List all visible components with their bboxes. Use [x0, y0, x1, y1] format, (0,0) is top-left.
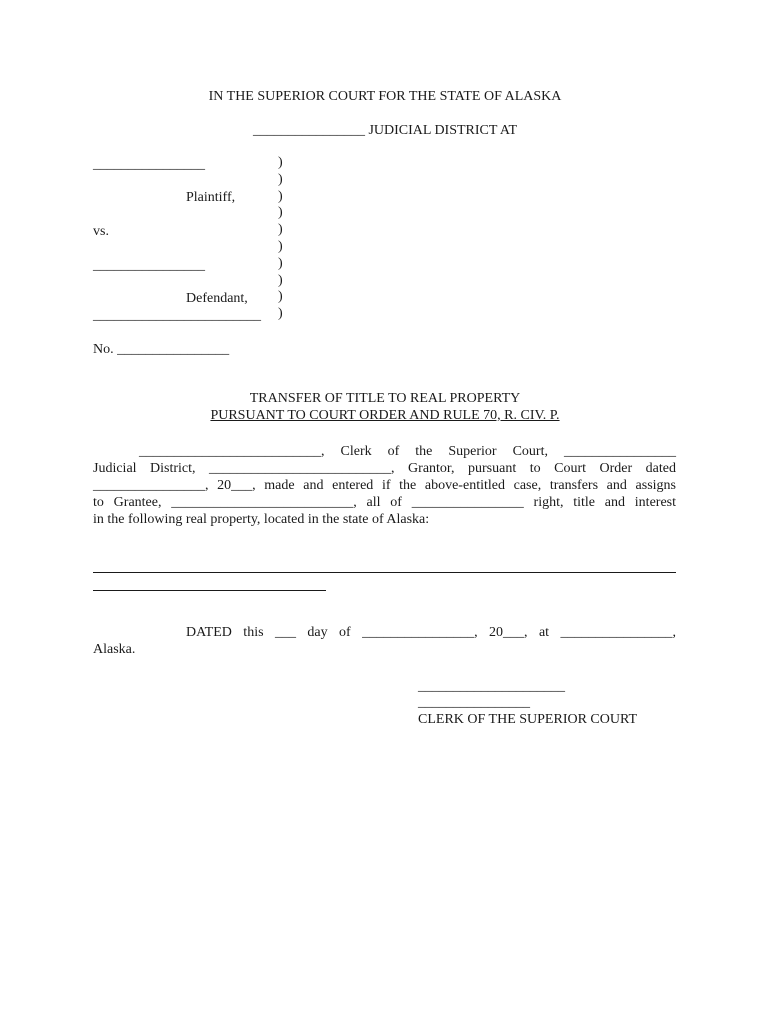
body-line-2: Judicial District, __________________________, Grantor, pursuant to Court Order dated: [93, 461, 676, 476]
court-heading: IN THE SUPERIOR COURT FOR THE STATE OF ALASKA: [208, 89, 562, 104]
judicial-district-line: ________________ JUDICIAL DISTRICT AT: [252, 123, 518, 138]
property-description-line: [93, 590, 326, 591]
dated-line: DATED this ___ day of ________________, 20___, at ________________,: [186, 625, 676, 640]
signature-line: _____________________: [418, 679, 565, 694]
plaintiff-label: Plaintiff,: [186, 190, 236, 205]
dated-location: Alaska.: [93, 642, 136, 657]
document-subtitle: PURSUANT TO COURT ORDER AND RULE 70, R. CIV. P.: [210, 408, 560, 423]
defendant-label: Defendant,: [186, 291, 248, 306]
body-line-3: ________________, 20___, made and entered if the above-entitled case, transfers and assigns: [93, 478, 676, 493]
plaintiff-blank: ________________: [93, 157, 205, 172]
body-line-4: to Grantee, __________________________, all of ________________ right, title and interest: [93, 495, 676, 510]
defendant-blank: ________________: [93, 258, 205, 273]
signature-line: ________________: [418, 695, 530, 710]
document-title: TRANSFER OF TITLE TO REAL PROPERTY: [249, 391, 521, 406]
body-line-1: __________________________, Clerk of the Superior Court, ________________: [139, 444, 676, 459]
versus-label: vs.: [93, 224, 109, 239]
caption-bottom-line: ________________________: [93, 308, 261, 323]
case-number: No. ________________: [93, 342, 230, 357]
body-line-5: in the following real property, located in the state of Alaska:: [93, 512, 430, 527]
caption-parentheses: ) ) ) ) ) ) ) ) ) ): [278, 155, 283, 322]
property-description-line: [93, 572, 676, 573]
signature-label: CLERK OF THE SUPERIOR COURT: [418, 712, 638, 727]
